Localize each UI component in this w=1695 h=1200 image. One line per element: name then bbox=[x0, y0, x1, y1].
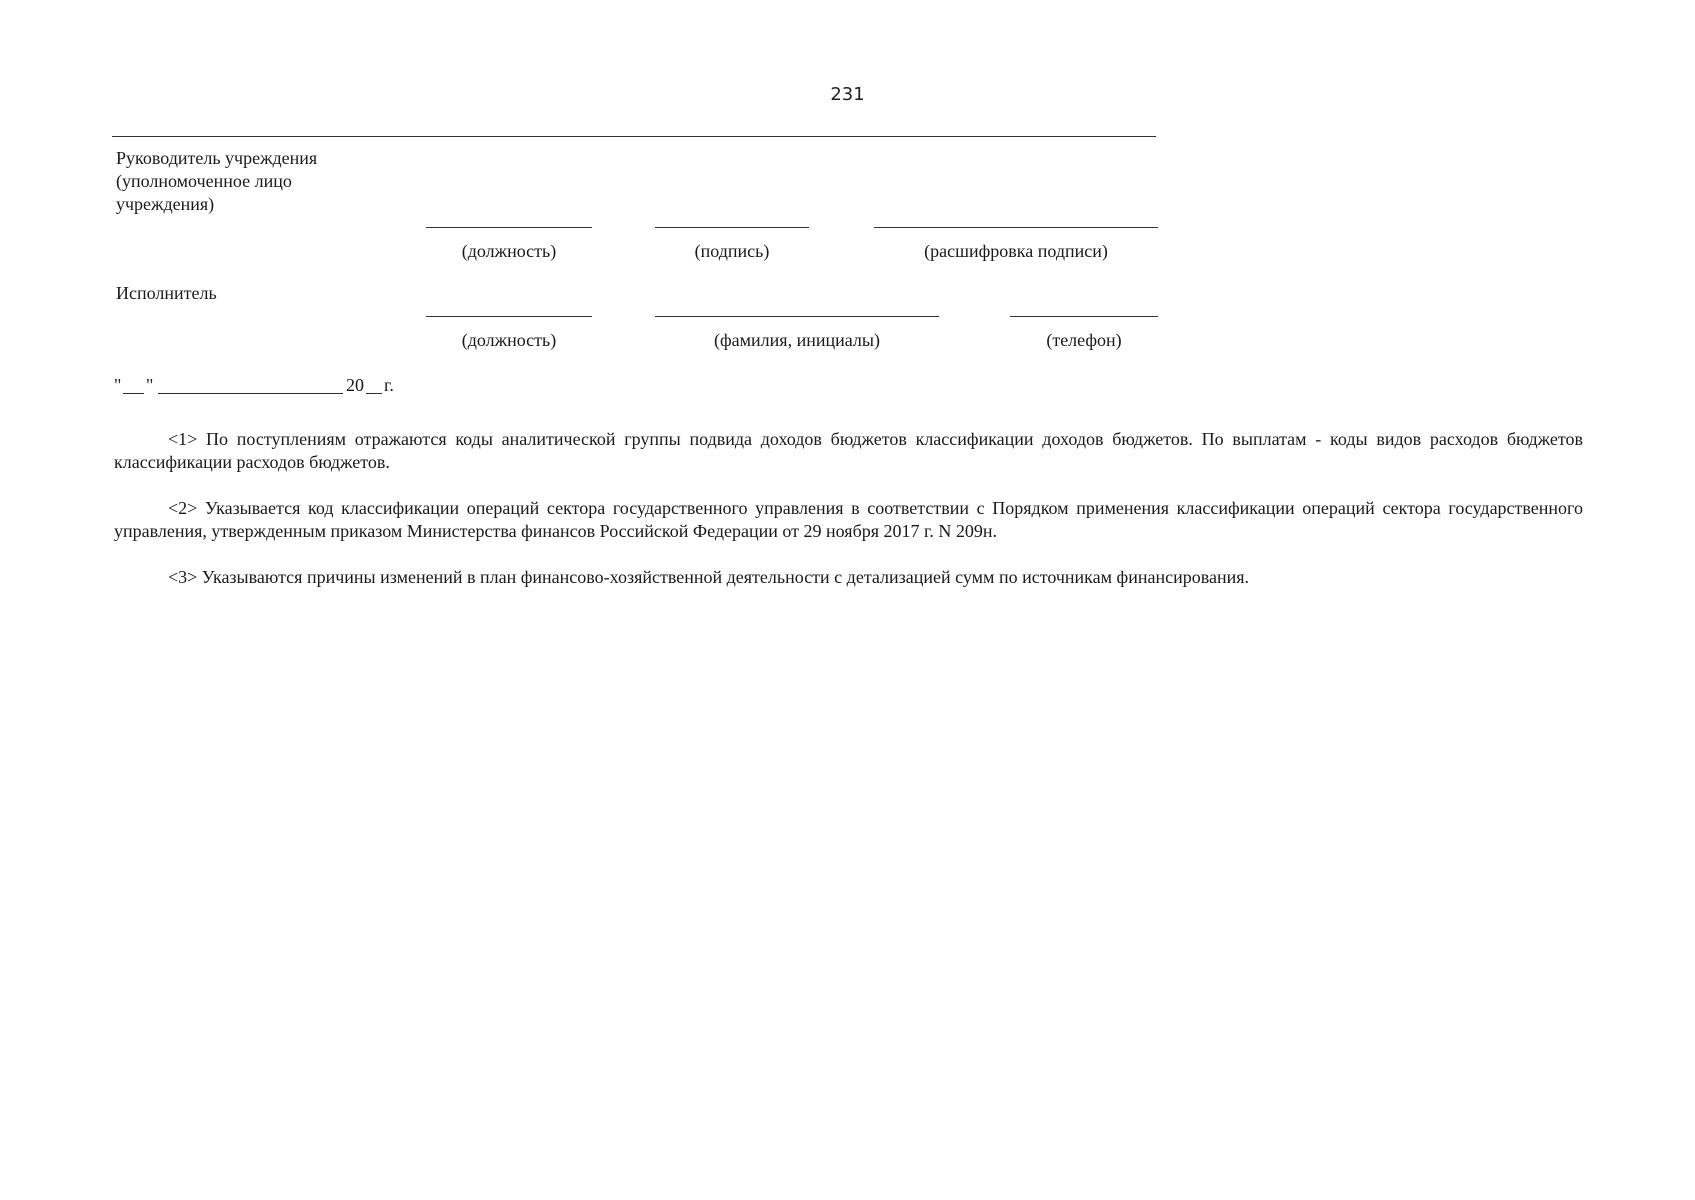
date-year-blank bbox=[366, 393, 382, 394]
head-signature-label: Руководитель учреждения (уполномоченное лицо учреждения) bbox=[116, 148, 318, 214]
executor-position-line bbox=[426, 316, 592, 317]
executor-phone-caption: (телефон) bbox=[1046, 330, 1122, 350]
footnote-2: <2> Указывается код классификации операций сектора государственного управления в соответствии с Порядком применения классификации операций сектора государственного управления, утвержденным приказом Министерства финансов Российской Федерации от 29 ноября 2017 г. N 209н. bbox=[114, 498, 1583, 541]
executor-phone-line bbox=[1010, 316, 1158, 317]
head-position-line bbox=[426, 227, 592, 228]
executor-name-caption: (фамилия, инициалы) bbox=[714, 330, 880, 350]
executor-name-line bbox=[655, 316, 939, 317]
executor-position-caption: (должность) bbox=[461, 330, 557, 350]
date-year-prefix: 20 bbox=[346, 375, 364, 395]
footnote-1: <1> По поступлениям отражаются коды аналитической группы подвида доходов бюджетов классификации доходов бюджетов. По выплатам - коды видов расходов бюджетов классификации расходов бюджетов. bbox=[114, 429, 1583, 472]
head-signature-decoding-line bbox=[874, 227, 1158, 228]
date-year-suffix: г. bbox=[384, 375, 394, 395]
executor-label: Исполнитель bbox=[116, 283, 217, 303]
footnote-3: <3> Указываются причины изменений в план финансово-хозяйственной деятельности с детализацией сумм по источникам финансирования. bbox=[168, 567, 1250, 587]
date-close-quote: " bbox=[146, 375, 154, 395]
head-signature-caption: (подпись) bbox=[694, 241, 770, 261]
date-line bbox=[114, 374, 414, 400]
head-signature-line bbox=[655, 227, 809, 228]
date-open-quote: " bbox=[114, 375, 122, 395]
date-day-blank bbox=[123, 393, 144, 394]
top-rule bbox=[112, 136, 1156, 137]
head-signature-decoding-caption: (расшифровка подписи) bbox=[924, 241, 1108, 261]
page-number: 231 bbox=[830, 84, 865, 105]
head-position-caption: (должность) bbox=[461, 241, 557, 261]
date-month-blank bbox=[158, 393, 343, 394]
